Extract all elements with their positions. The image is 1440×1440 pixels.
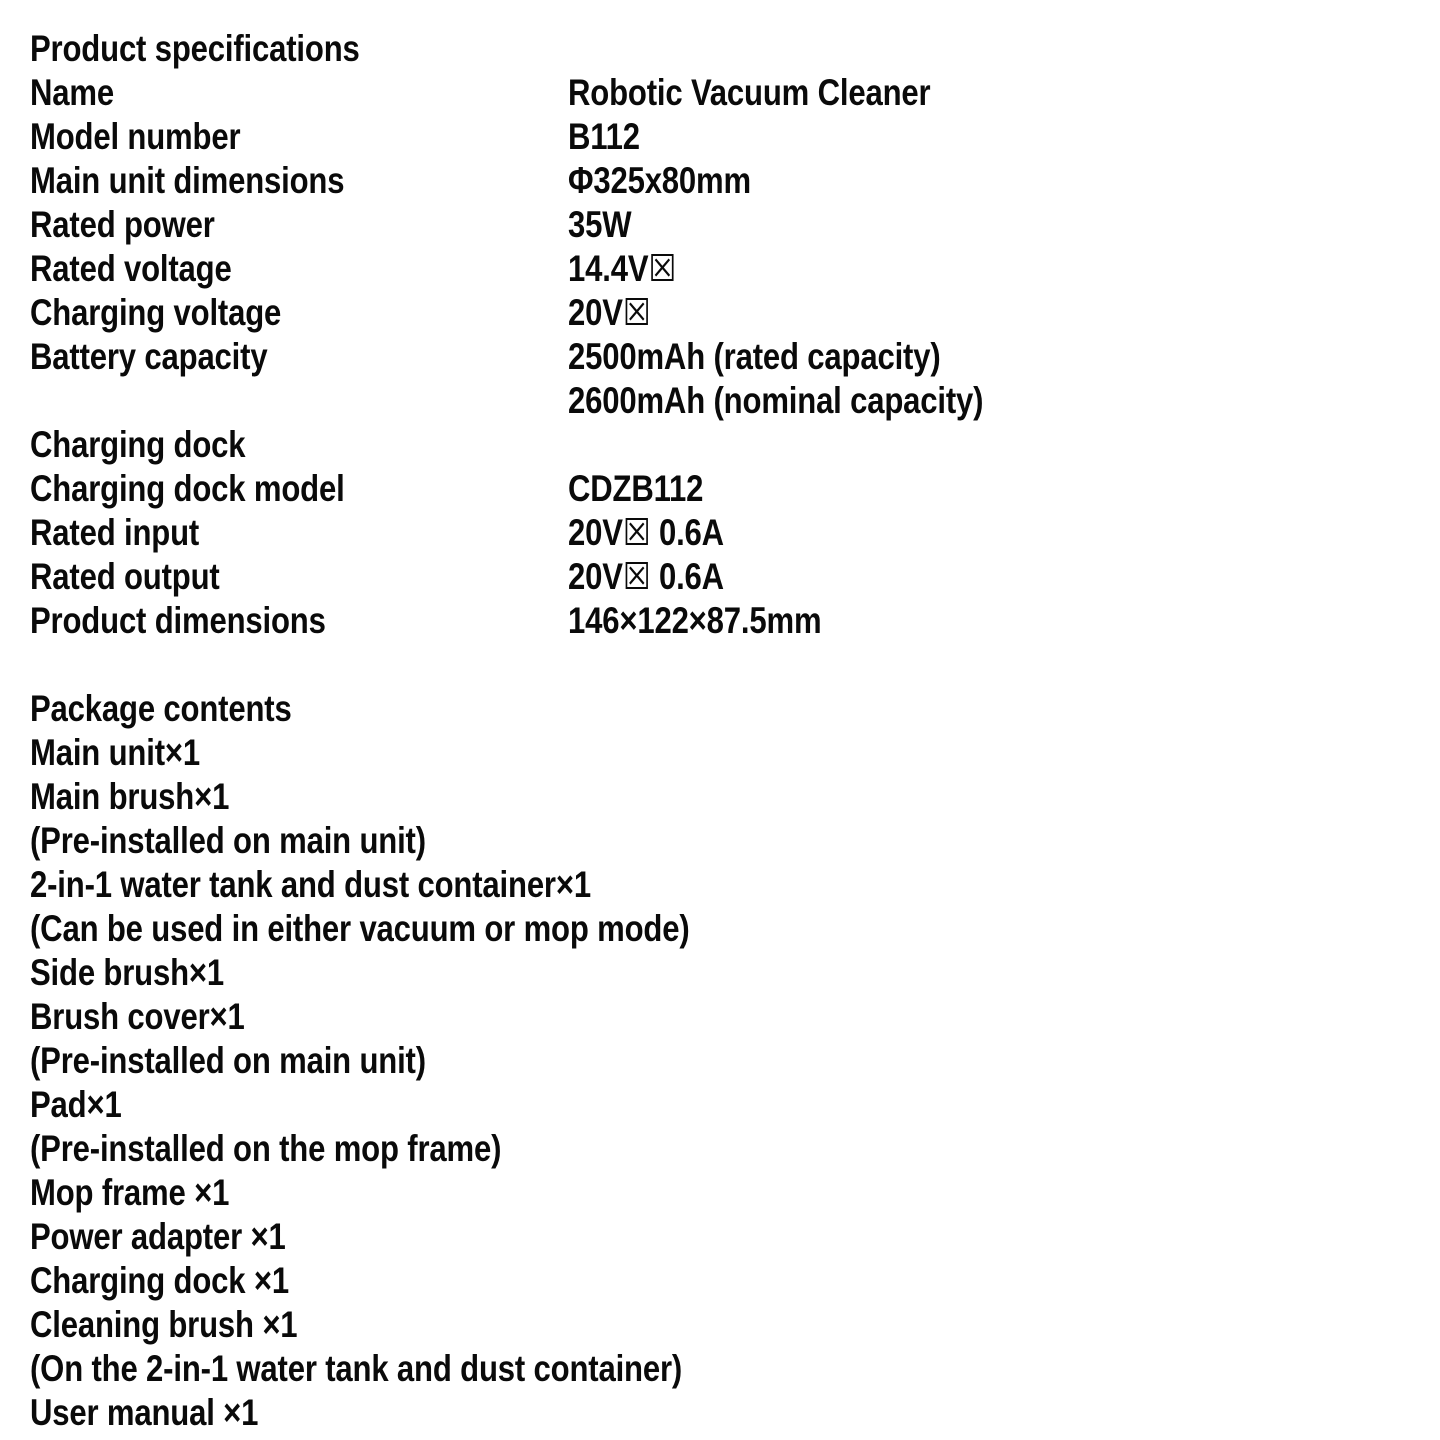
spec-label: Product dimensions <box>30 600 326 641</box>
package-item-text: (Pre-installed on main unit) <box>30 1040 426 1081</box>
package-item-text: (On the 2-in-1 water tank and dust container) <box>30 1348 683 1389</box>
package-item-text: (Pre-installed on the mop frame) <box>30 1128 502 1169</box>
package-item-text: (Pre-installed on main unit) <box>30 820 426 861</box>
package-item-note <box>30 1127 1420 1171</box>
spec-row-continuation <box>30 379 1420 423</box>
spec-value: 2600mAh (nominal capacity) <box>568 380 984 421</box>
package-item <box>30 1303 1420 1347</box>
spec-row <box>30 335 1420 379</box>
package-item-text: 2-in-1 water tank and dust container×1 <box>30 864 591 905</box>
section-title-charging-dock: Charging dock <box>30 424 246 465</box>
spec-label: Name <box>30 72 114 113</box>
section-title-row <box>30 687 1420 731</box>
section-title-product-specifications: Product specifications <box>30 28 360 69</box>
package-item <box>30 1215 1420 1259</box>
package-item <box>30 1259 1420 1303</box>
spec-value: CDZB112 <box>568 468 704 509</box>
spec-label: Charging dock model <box>30 468 345 509</box>
package-item <box>30 1391 1420 1435</box>
spec-label: Charging voltage <box>30 292 282 333</box>
spec-value: 20V☒ <box>568 292 651 333</box>
package-item <box>30 1083 1420 1127</box>
spec-value: Robotic Vacuum Cleaner <box>568 72 931 113</box>
spec-label: Battery capacity <box>30 336 268 377</box>
package-item-text: Main unit×1 <box>30 732 200 773</box>
spec-row <box>30 115 1420 159</box>
package-item-text: (Can be used in either vacuum or mop mode) <box>30 908 690 949</box>
package-item-text: Power adapter ×1 <box>30 1216 286 1257</box>
package-item-text: Main brush×1 <box>30 776 230 817</box>
spec-value: 2500mAh (rated capacity) <box>568 336 941 377</box>
spec-label: Rated output <box>30 556 220 597</box>
package-item <box>30 775 1420 819</box>
section-title-package-contents: Package contents <box>30 688 292 729</box>
package-item-text: Charging dock ×1 <box>30 1260 289 1301</box>
spec-value: 20V☒ 0.6A <box>568 512 724 553</box>
spec-label: Rated voltage <box>30 248 232 289</box>
spec-row <box>30 555 1420 599</box>
package-item-note <box>30 907 1420 951</box>
section-spacer <box>30 643 1420 687</box>
section-title-row <box>30 423 1420 467</box>
package-item-text: Side brush×1 <box>30 952 225 993</box>
spec-row <box>30 71 1420 115</box>
package-item-text: User manual ×1 <box>30 1392 259 1433</box>
package-item-text: Cleaning brush ×1 <box>30 1304 298 1345</box>
spec-value: 146×122×87.5mm <box>568 600 822 641</box>
package-item-text: Pad×1 <box>30 1084 122 1125</box>
package-item <box>30 951 1420 995</box>
spec-label: Rated power <box>30 204 215 245</box>
package-item <box>30 995 1420 1039</box>
spec-label: Rated input <box>30 512 200 553</box>
spec-row <box>30 247 1420 291</box>
spec-row <box>30 467 1420 511</box>
spec-row <box>30 599 1420 643</box>
spec-value: 20V☒ 0.6A <box>568 556 724 597</box>
package-item <box>30 731 1420 775</box>
package-item-note <box>30 1347 1420 1391</box>
package-item-note <box>30 819 1420 863</box>
package-item <box>30 863 1420 907</box>
spec-row <box>30 159 1420 203</box>
spec-value: Φ325x80mm <box>568 160 751 201</box>
package-item-text: Mop frame ×1 <box>30 1172 230 1213</box>
package-item-text: Brush cover×1 <box>30 996 245 1037</box>
spec-value: 14.4V☒ <box>568 248 677 289</box>
spec-value: B112 <box>568 116 640 157</box>
spec-label: Main unit dimensions <box>30 160 345 201</box>
spec-row <box>30 511 1420 555</box>
package-item-note <box>30 1039 1420 1083</box>
package-item <box>30 1171 1420 1215</box>
spec-label: Model number <box>30 116 241 157</box>
spec-row <box>30 203 1420 247</box>
spec-value: 35W <box>568 204 632 245</box>
spec-row <box>30 291 1420 335</box>
section-title-row <box>30 27 1420 71</box>
